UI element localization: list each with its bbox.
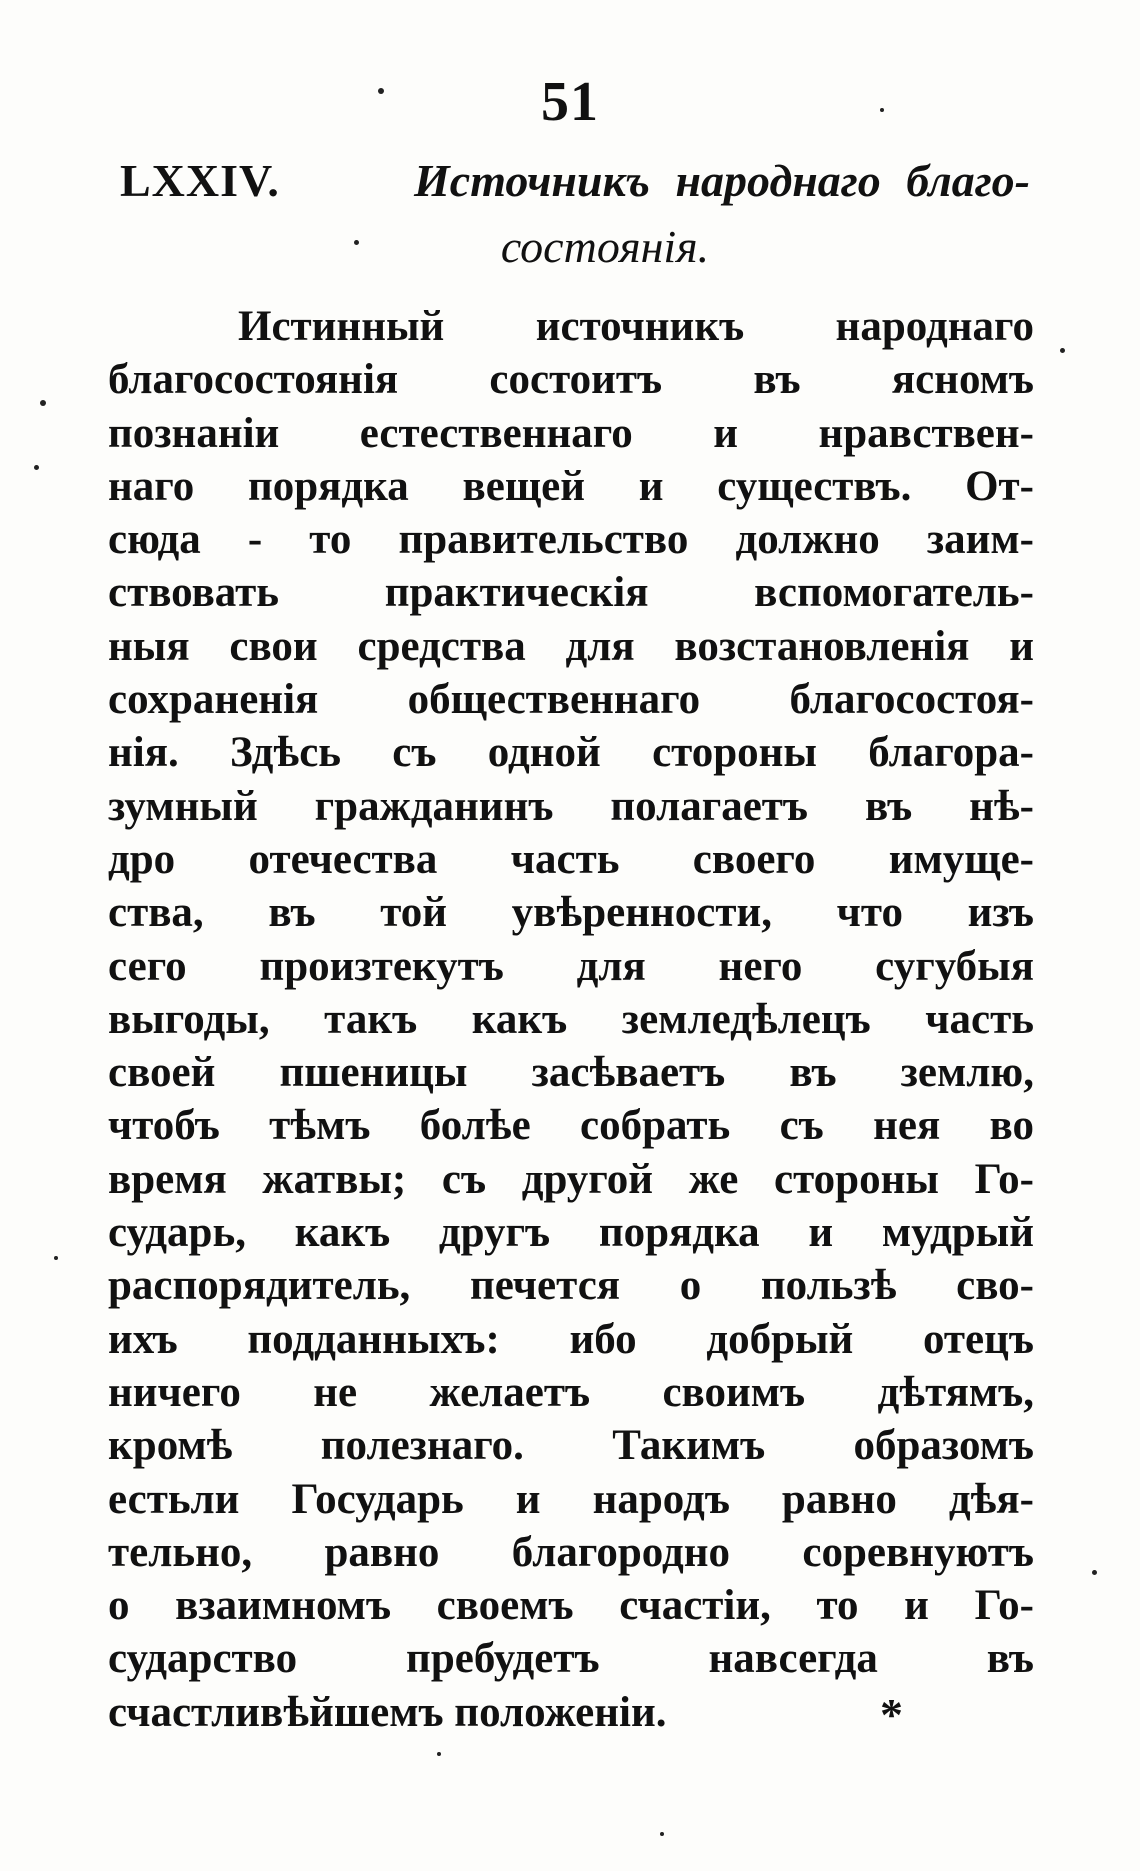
- text-line: сего произтекутъ для него сугубыя: [108, 942, 1034, 990]
- text-line: Истинный источникъ народнаго: [238, 303, 1034, 350]
- print-speck: [1092, 1570, 1097, 1575]
- section-numeral: LXXIV.: [120, 155, 280, 206]
- text-line: ствовать практическія вспомогатель-: [108, 569, 1034, 617]
- text-line: чтобъ тѣмъ болѣе собрать съ нея во: [108, 1102, 1034, 1150]
- print-speck: [354, 240, 359, 245]
- text-line: ничего не желаетъ своимъ дѣтямъ,: [108, 1368, 1034, 1416]
- text-line: распорядитель, печется о пользѣ сво-: [108, 1262, 1034, 1310]
- text-line: ныя свои средства для возстановленія и: [108, 622, 1034, 670]
- print-speck: [54, 1256, 58, 1260]
- text-line: дро отечества часть своего имуще-: [108, 835, 1034, 883]
- print-speck: [378, 88, 384, 94]
- text-line: ихъ подданныхъ: ибо добрый отецъ: [108, 1315, 1034, 1363]
- print-speck: [880, 108, 884, 112]
- text-line: о взаимномъ своемъ счастіи, то и Го-: [108, 1582, 1034, 1630]
- print-speck: [437, 1752, 441, 1756]
- page-number: 51: [541, 71, 599, 133]
- text-line: кромѣ полезнаго. Такимъ образомъ: [108, 1422, 1034, 1470]
- text-line: сюда - то правительство должно заим-: [108, 516, 1034, 564]
- text-line: естьли Государь и народъ равно дѣя-: [108, 1475, 1034, 1523]
- text-line: наго порядка вещей и существъ. От-: [108, 462, 1034, 510]
- text-line: зумный гражданинъ полагаетъ въ нѣ-: [108, 782, 1034, 830]
- print-speck: [1060, 348, 1065, 353]
- footer-asterisk: *: [880, 1689, 903, 1740]
- text-line: счастливѣйшемъ положеніи.: [108, 1688, 667, 1736]
- text-line: выгоды, такъ какъ земледѣлецъ часть: [108, 995, 1034, 1043]
- text-line: время жатвы; съ другой же стороны Го-: [108, 1155, 1034, 1203]
- text-line: сохраненія общественнаго благосостоя-: [108, 676, 1034, 724]
- text-line: ства, въ той увѣренности, что изъ: [108, 889, 1034, 937]
- body-paragraph: [108, 300, 1034, 1739]
- text-line: благосостоянія состоитъ въ ясномъ: [108, 356, 1034, 404]
- text-line: познаніи естественнаго и нравствен-: [108, 409, 1034, 457]
- text-line: нія. Здѣсь съ одной стороны благора-: [108, 729, 1034, 777]
- text-line: сударь, какъ другъ порядка и мудрый: [108, 1209, 1034, 1257]
- text-line: тельно, равно благородно соревнуютъ: [108, 1528, 1034, 1576]
- section-title-line2: состоянія.: [500, 221, 710, 272]
- text-line: своей пшеницы засѣваетъ въ землю,: [108, 1049, 1034, 1097]
- section-heading: [120, 150, 1030, 278]
- print-speck: [40, 400, 46, 406]
- heading-first-line: [120, 150, 1030, 212]
- text-line: сударство пребудетъ навсегда въ: [108, 1635, 1034, 1683]
- print-speck: [660, 1832, 664, 1836]
- section-title-line1: Источникъ народнаго благо-: [414, 155, 1030, 206]
- print-speck: [34, 465, 39, 470]
